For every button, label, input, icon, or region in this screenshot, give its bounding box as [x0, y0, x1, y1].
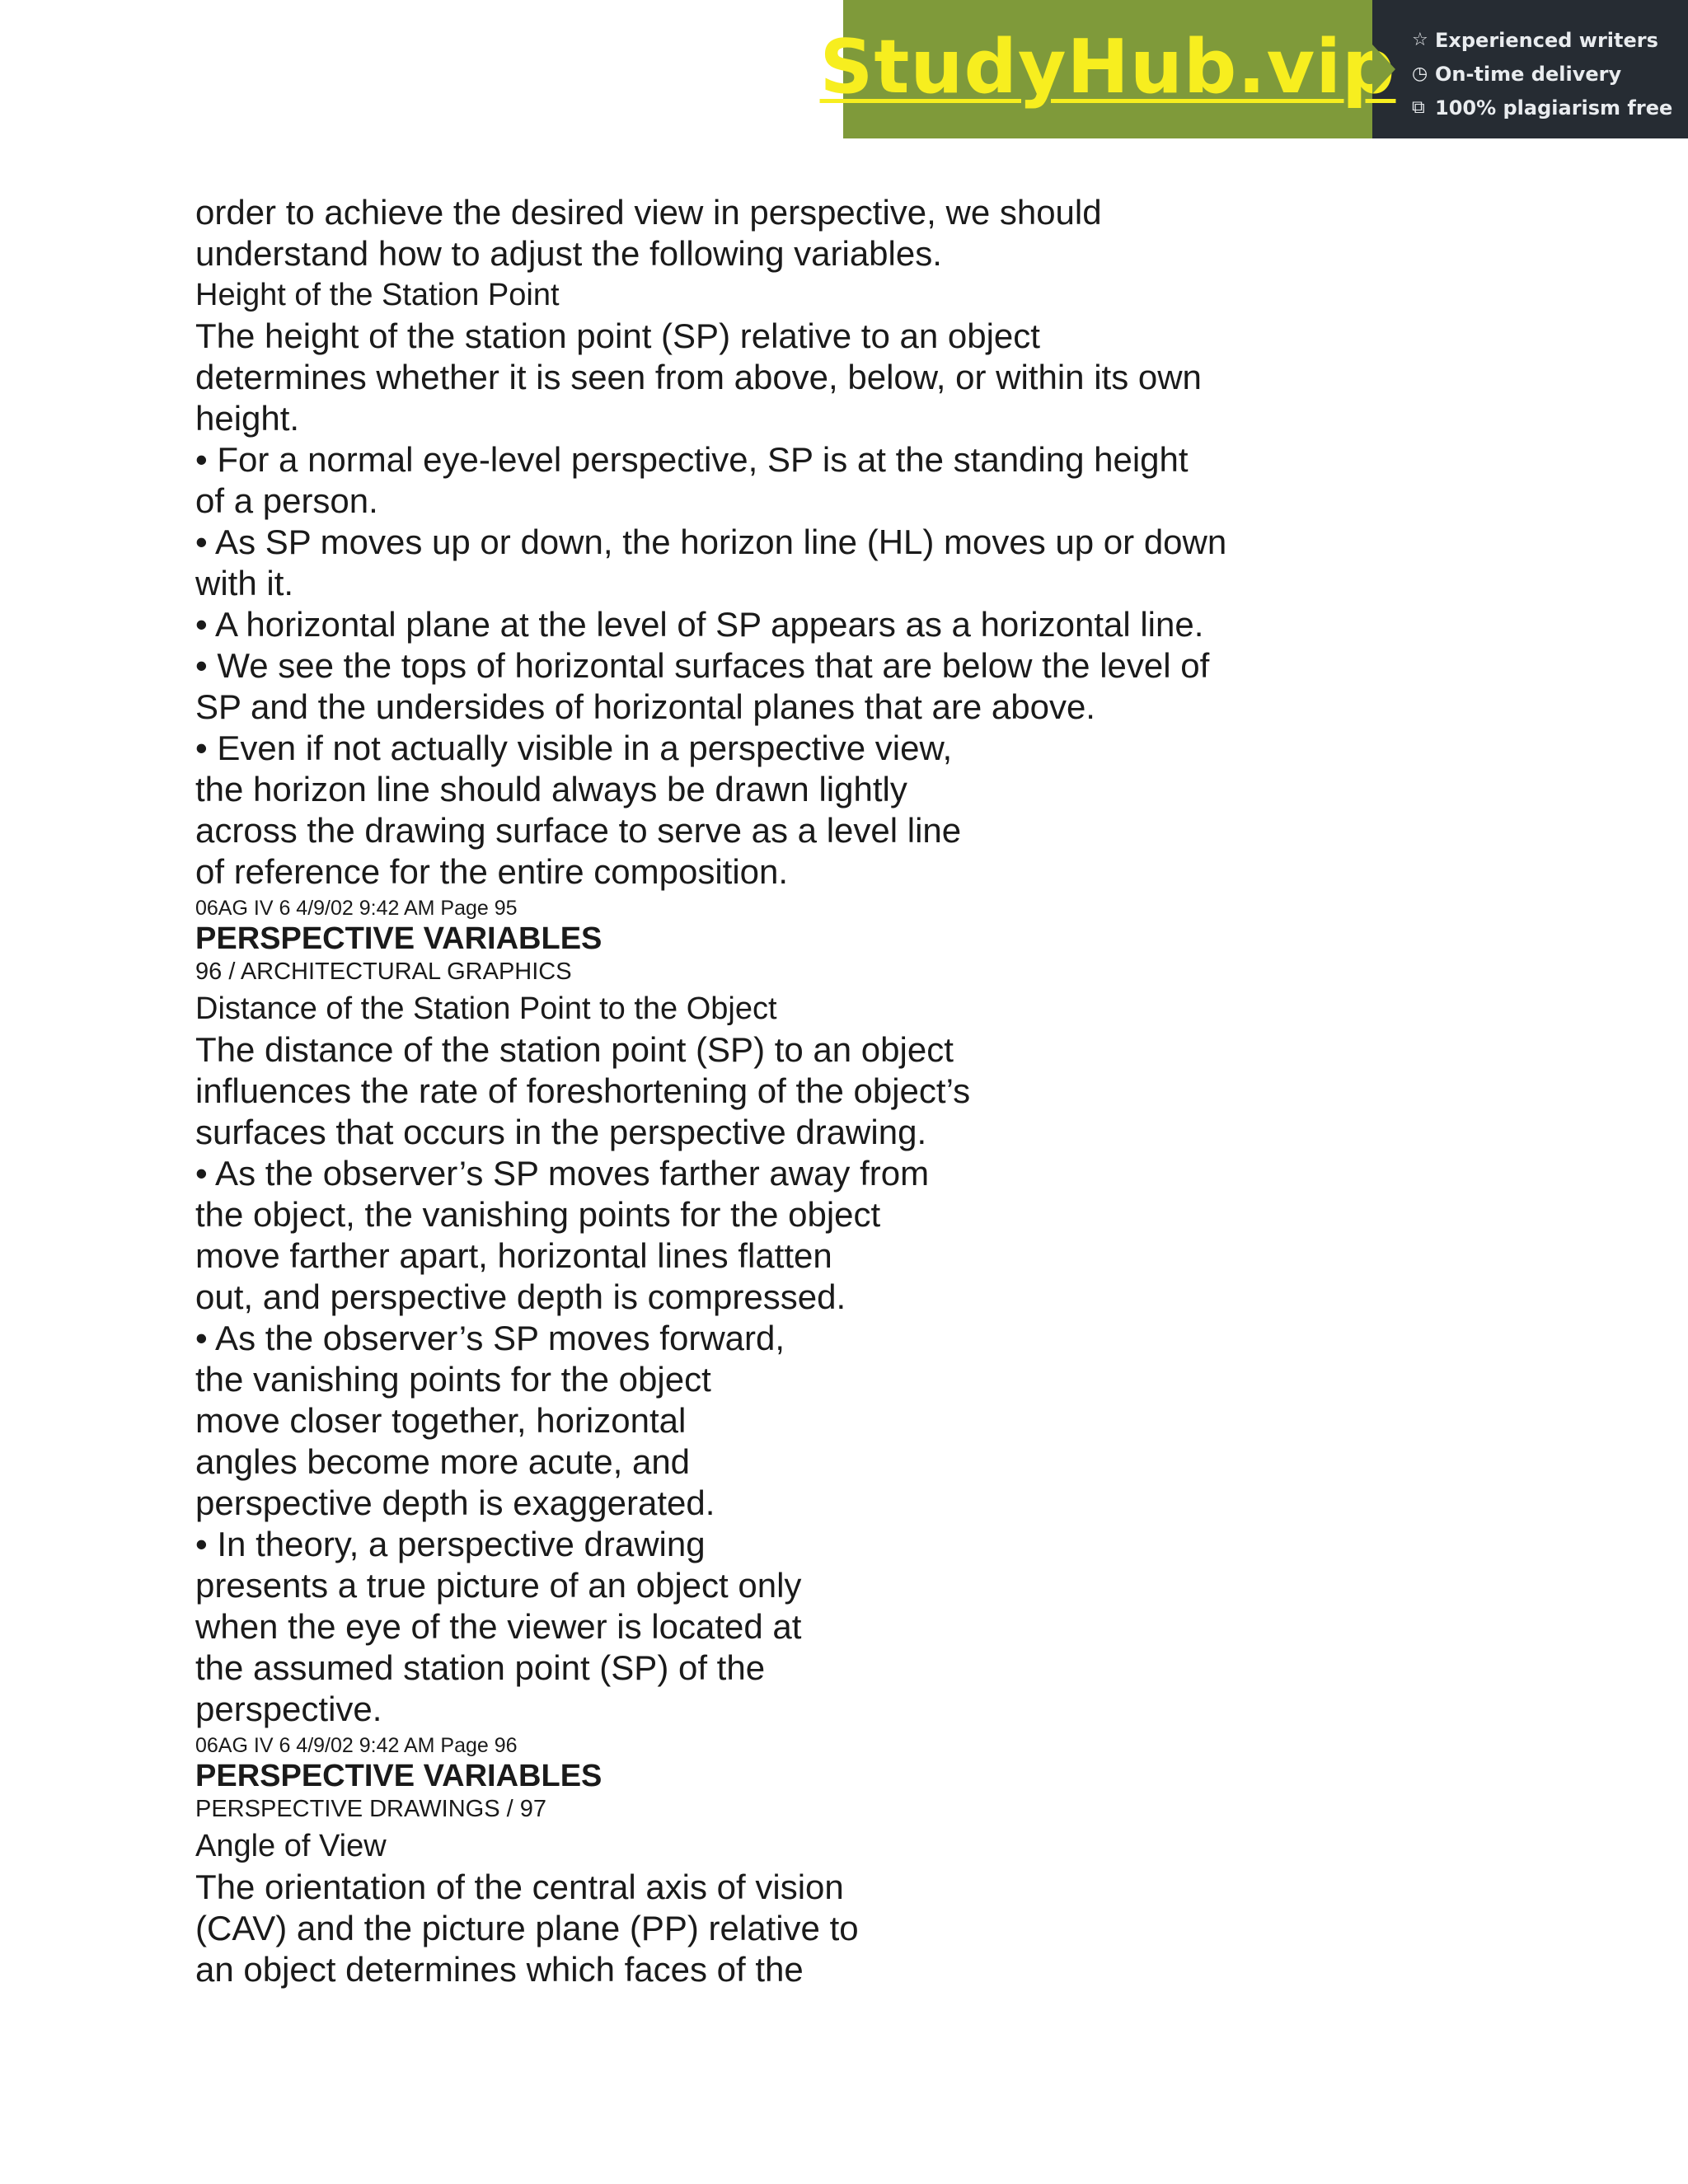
- bullet-line: • As the observer’s SP moves forward,: [195, 1319, 785, 1357]
- subheading: Angle of View: [195, 1829, 387, 1863]
- running-head: 96 / ARCHITECTURAL GRAPHICS: [195, 958, 572, 985]
- bullet-line: • A horizontal plane at the level of SP appears as a horizontal line.: [195, 605, 1204, 644]
- feature-plagiarism-free: [1412, 91, 1688, 124]
- paragraph-line: an object determines which faces of the: [195, 1950, 804, 1989]
- brand-panel[interactable]: [819, 0, 1396, 138]
- paragraph-line: move farther apart, horizontal lines flatten: [195, 1236, 832, 1275]
- paragraph-line: the object, the vanishing points for the object: [195, 1195, 881, 1234]
- bullet-line: • We see the tops of horizontal surfaces that are below the level of: [195, 646, 1210, 685]
- paragraph-line: SP and the undersides of horizontal planes that are above.: [195, 687, 1095, 726]
- paragraph-line: perspective.: [195, 1690, 382, 1728]
- copy-icon: ⧉: [1412, 97, 1425, 118]
- paragraph-line: order to achieve the desired view in perspective, we should: [195, 193, 1102, 232]
- subheading: Height of the Station Point: [195, 278, 560, 312]
- paragraph-line: understand how to adjust the following variables.: [195, 234, 942, 273]
- paragraph-line: influences the rate of foreshortening of the object’s: [195, 1071, 971, 1110]
- document-body: [195, 192, 1349, 1990]
- paragraph-line: when the eye of the viewer is located at: [195, 1607, 802, 1646]
- feature-label: 100% plagiarism free: [1435, 96, 1673, 120]
- bullet-line: • As the observer’s SP moves farther away from: [195, 1154, 930, 1193]
- paragraph-line: the assumed station point (SP) of the: [195, 1648, 766, 1687]
- paragraph-line: the horizon line should always be drawn lightly: [195, 770, 907, 808]
- paragraph-line: of reference for the entire composition.: [195, 852, 789, 891]
- clock-icon: ◷: [1412, 63, 1428, 84]
- bullet-line: • As SP moves up or down, the horizon line (HL) moves up or down: [195, 523, 1227, 561]
- paragraph-line: move closer together, horizontal: [195, 1401, 687, 1440]
- paragraph-line: The distance of the station point (SP) to an object: [195, 1030, 954, 1069]
- section-title: PERSPECTIVE VARIABLES: [195, 1759, 603, 1793]
- paragraph-line: The height of the station point (SP) relative to an object: [195, 316, 1040, 355]
- paragraph-line: height.: [195, 399, 300, 438]
- feature-label: On-time delivery: [1435, 62, 1622, 86]
- studyhub-banner[interactable]: [819, 0, 1688, 138]
- paragraph-line: presents a true picture of an object only: [195, 1566, 802, 1605]
- page-footer: 06AG IV 6 4/9/02 9:42 AM Page 95: [195, 897, 518, 920]
- bullet-line: • In theory, a perspective drawing: [195, 1525, 706, 1563]
- paragraph-line: determines whether it is seen from above, below, or within its own: [195, 358, 1202, 396]
- paragraph-line: perspective depth is exaggerated.: [195, 1483, 715, 1522]
- paragraph-line: out, and perspective depth is compressed.: [195, 1277, 846, 1316]
- paragraph-line: the vanishing points for the object: [195, 1360, 711, 1399]
- subheading: Distance of the Station Point to the Object: [195, 991, 777, 1026]
- paragraph-line: of a person.: [195, 481, 378, 520]
- feature-label: Experienced writers: [1435, 28, 1658, 52]
- page-footer: 06AG IV 6 4/9/02 9:42 AM Page 96: [195, 1734, 518, 1757]
- paragraph-line: across the drawing surface to serve as a level line: [195, 811, 962, 850]
- banner-arrow: [1372, 45, 1395, 94]
- features-panel: [1372, 0, 1688, 138]
- brand-logo[interactable]: StudyHub.vip: [819, 23, 1396, 110]
- paragraph-line: with it.: [195, 564, 294, 602]
- paragraph-line: angles become more acute, and: [195, 1442, 691, 1481]
- star-icon: ☆: [1412, 30, 1428, 50]
- feature-on-time-delivery: [1412, 57, 1688, 91]
- section-title: PERSPECTIVE VARIABLES: [195, 921, 603, 956]
- feature-experienced-writers: [1412, 23, 1688, 57]
- paragraph-line: The orientation of the central axis of vision: [195, 1868, 844, 1906]
- bullet-line: • Even if not actually visible in a perspective view,: [195, 729, 953, 767]
- bullet-line: • For a normal eye-level perspective, SP is at the standing height: [195, 440, 1189, 479]
- paragraph-line: surfaces that occurs in the perspective drawing.: [195, 1113, 927, 1151]
- paragraph-line: (CAV) and the picture plane (PP) relative to: [195, 1909, 859, 1947]
- running-head: PERSPECTIVE DRAWINGS / 97: [195, 1796, 546, 1822]
